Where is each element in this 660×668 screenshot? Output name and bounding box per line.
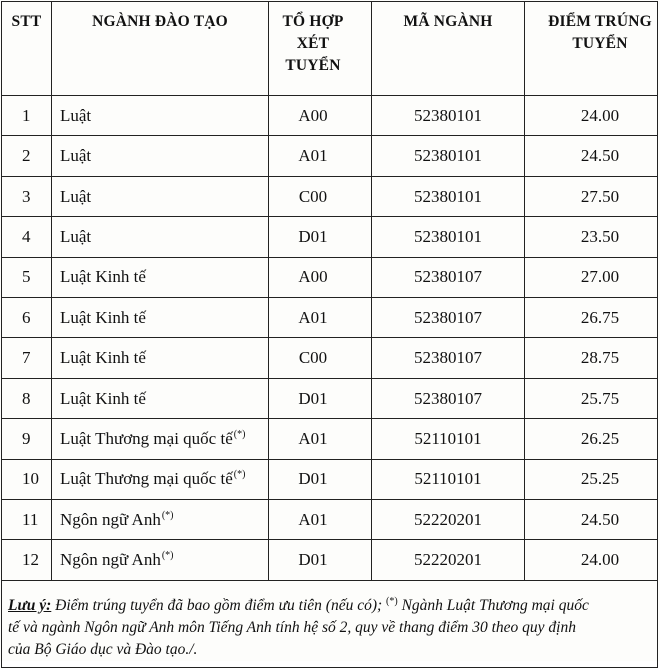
major-name: Luật Kinh tế (60, 388, 146, 408)
header-combo-line-1: TỔ HỢP (282, 13, 344, 30)
row-combo: D01 (269, 378, 372, 418)
row-combo: A00 (269, 96, 372, 136)
table-row (2, 419, 658, 459)
footnote-mark: (*) (161, 509, 174, 521)
major-name: Ngôn ngữ Anh (60, 509, 161, 529)
footnote-mark: (*) (161, 550, 174, 562)
row-major (52, 257, 269, 297)
footnote-line-3: của Bộ Giáo dục và Đào tạo./. (8, 640, 198, 658)
row-stt: 6 (2, 297, 52, 337)
row-stt: 4 (2, 217, 52, 257)
row-score: 28.75 (525, 338, 658, 378)
row-combo: A01 (269, 499, 372, 539)
row-stt: 12 (2, 540, 52, 580)
table-row (2, 297, 658, 337)
row-stt: 10 (2, 459, 52, 499)
row-combo: A01 (269, 297, 372, 337)
header-combo (269, 2, 372, 96)
major-name: Luật Kinh tế (60, 267, 146, 287)
row-stt: 1 (2, 96, 52, 136)
row-major (52, 176, 269, 216)
table-row (2, 459, 658, 499)
row-combo: D01 (269, 540, 372, 580)
major-name: Ngôn ngữ Anh (60, 550, 161, 570)
header-stt (2, 2, 52, 96)
major-name: Luật Thương mại quốc tế (60, 469, 233, 489)
footnote-line-2: tế và ngành Ngôn ngữ Anh môn Tiếng Anh tính hệ số 2, quy về thang điểm 30 theo quy định (8, 618, 576, 636)
row-score: 27.00 (525, 257, 658, 297)
footnote-mark: (*) (233, 428, 246, 440)
table-row (2, 499, 658, 539)
header-code (372, 2, 525, 96)
header-score-line-2: TUYỂN (572, 35, 628, 52)
row-stt: 3 (2, 176, 52, 216)
major-name: Luật Kinh tế (60, 307, 146, 327)
row-code: 52380107 (372, 338, 525, 378)
row-combo: C00 (269, 176, 372, 216)
row-combo: D01 (269, 459, 372, 499)
header-combo-line-3: TUYỂN (285, 57, 341, 74)
major-name: Luật (60, 146, 92, 166)
row-code: 52380107 (372, 257, 525, 297)
row-score: 25.25 (525, 459, 658, 499)
footnote-mark: (*) (233, 469, 246, 481)
row-major (52, 96, 269, 136)
row-stt: 11 (2, 499, 52, 539)
row-stt: 2 (2, 136, 52, 176)
row-combo: C00 (269, 338, 372, 378)
header-stt-label: STT (11, 13, 42, 30)
row-score: 26.25 (525, 419, 658, 459)
table-row (2, 378, 658, 418)
row-stt: 9 (2, 419, 52, 459)
row-major (52, 499, 269, 539)
row-code: 52110101 (372, 419, 525, 459)
row-code: 52380101 (372, 176, 525, 216)
row-score: 23.50 (525, 217, 658, 257)
row-stt: 8 (2, 378, 52, 418)
table-row (2, 257, 658, 297)
row-score: 24.00 (525, 540, 658, 580)
row-combo: D01 (269, 217, 372, 257)
table-row (2, 338, 658, 378)
header-major (52, 2, 269, 96)
table-row (2, 136, 658, 176)
header-combo-line-2: XÉT (296, 35, 330, 52)
row-major (52, 378, 269, 418)
table-header-row (2, 2, 658, 96)
row-combo: A01 (269, 136, 372, 176)
row-major (52, 136, 269, 176)
footnote-inline-mark: (*) (386, 595, 398, 607)
footnote (2, 580, 658, 667)
row-score: 24.50 (525, 136, 658, 176)
row-code: 52220201 (372, 499, 525, 539)
header-score (525, 2, 658, 96)
header-major-label: NGÀNH ĐÀO TẠO (92, 13, 228, 30)
row-major (52, 540, 269, 580)
major-name: Luật Kinh tế (60, 348, 146, 368)
table-row (2, 96, 658, 136)
major-name: Luật Thương mại quốc tế (60, 428, 233, 448)
major-name: Luật (60, 186, 92, 206)
header-code-label: MÃ NGÀNH (403, 13, 493, 30)
row-code: 52380101 (372, 136, 525, 176)
row-score: 26.75 (525, 297, 658, 337)
row-score: 25.75 (525, 378, 658, 418)
footnote-line-1-tail: Ngành Luật Thương mại quốc (397, 596, 589, 614)
row-stt: 7 (2, 338, 52, 378)
footnote-label: Lưu ý: (8, 596, 52, 614)
row-score: 24.50 (525, 499, 658, 539)
row-code: 52380107 (372, 297, 525, 337)
table-row (2, 217, 658, 257)
row-major (52, 217, 269, 257)
row-code: 52380101 (372, 96, 525, 136)
admission-score-table (1, 1, 658, 668)
major-name: Luật (60, 105, 92, 125)
row-major (52, 338, 269, 378)
header-score-line-1: ĐIỂM TRÚNG (548, 13, 652, 30)
row-code: 52220201 (372, 540, 525, 580)
row-combo: A01 (269, 419, 372, 459)
row-code: 52380101 (372, 217, 525, 257)
row-major (52, 419, 269, 459)
footnote-line-1-text: Điểm trúng tuyển đã bao gồm điểm ưu tiên (nếu có); (51, 596, 387, 614)
row-code: 52110101 (372, 459, 525, 499)
row-combo: A00 (269, 257, 372, 297)
row-score: 24.00 (525, 96, 658, 136)
row-major (52, 297, 269, 337)
table-row (2, 540, 658, 580)
row-major (52, 459, 269, 499)
table-row (2, 176, 658, 216)
footnote-line-1 (8, 591, 649, 617)
row-score: 27.50 (525, 176, 658, 216)
row-code: 52380107 (372, 378, 525, 418)
note-row (2, 580, 658, 667)
major-name: Luật (60, 226, 92, 246)
row-stt: 5 (2, 257, 52, 297)
